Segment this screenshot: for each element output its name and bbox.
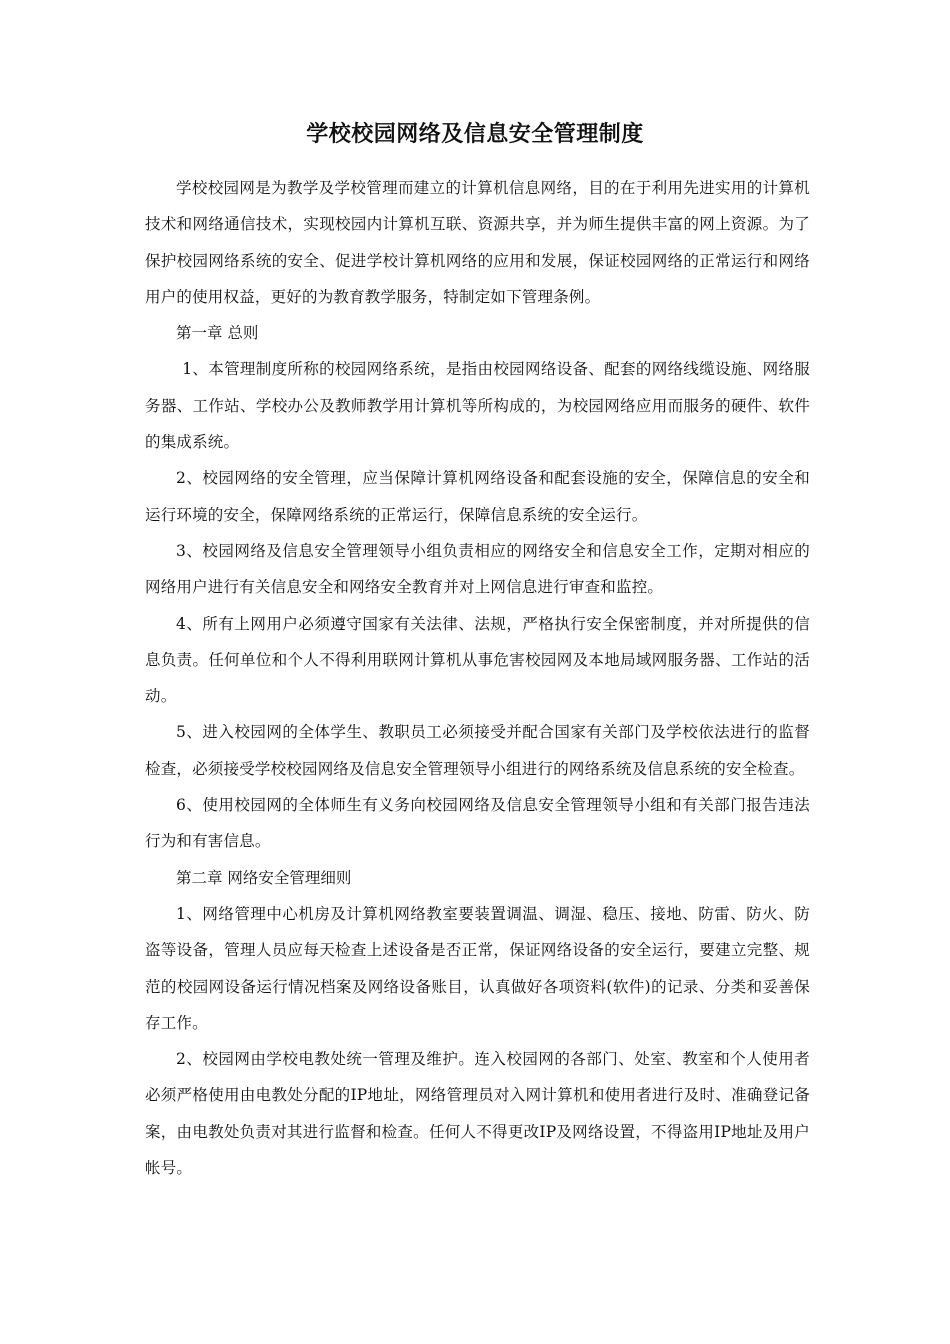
chapter-1-item-1: 1、本管理制度所称的校园网络系统，是指由校园网络设备、配套的网络线缆设施、网络服务器、工作站、学校办公及教师教学用计算机等所构成的，为校园网络应用而服务的硬件、软件的集成系统。 [145,360,810,452]
chapter-1-item-5: 5、进入校园网的全体学生、教职员工必须接受并配合国家有关部门及学校依法进行的监督检查，必须接受学校校园网络及信息安全管理领导小组进行的网络系统及信息系统的安全检查。 [145,723,810,778]
chapter-2-heading: 第二章 网络安全管理细则 [176,868,352,887]
chapter-1-item-4: 4、所有上网用户必须遵守国家有关法律、法规，严格执行安全保密制度，并对所提供的信息负责。任何单位和个人不得利用联网计算机从事危害校园网及本地局域网服务器、工作站的活动。 [145,614,810,706]
chapter-1-item-2: 2、校园网络的安全管理，应当保障计算机网络设备和配套设施的安全，保障信息的安全和运行环境的安全，保障网络系统的正常运行，保障信息系统的安全运行。 [145,469,810,524]
chapter-1-item-6: 6、使用校园网的全体师生有义务向校园网络及信息安全管理领导小组和有关部门报告违法行为和有害信息。 [145,796,810,851]
document-title: 学校校园网络及信息安全管理制度 [306,122,644,147]
chapter-1-item-3: 3、校园网络及信息安全管理领导小组负责相应的网络安全和信息安全工作，定期对相应的网络用户进行有关信息安全和网络安全教育并对上网信息进行审查和监控。 [145,541,810,597]
chapter-1-heading: 第一章 总则 [176,324,259,343]
document-body [145,170,810,1186]
intro-paragraph: 学校校园网是为教学及学校管理而建立的计算机信息网络，目的在于利用先进实用的计算机技术和网络通信技术，实现校园内计算机互联、资源共享，并为师生提供丰富的网上资源。为了保护校园网络系统的安全、促进学校计算机网络的应用和发展，保证校园网络的正常运行和网络用户的使用权益，更好的为教育教学服务，特制定如下管理条例。 [145,179,810,306]
chapter-2-item-2: 2、校园网由学校电教处统一管理及维护。连入校园网的各部门、处室、教室和个人使用者必须严格使用由电教处分配的IP地址，网络管理员对入网计算机和使用者进行及时、准确登记备案，由电教处负责对其进行监督和检查。任何人不得更改IP及网络设置，不得盗用IP地址及用户帐号。 [145,1050,810,1178]
chapter-2-item-1: 1、网络管理中心机房及计算机网络教室要装置调温、调湿、稳压、接地、防雷、防火、防盗等设备，管理人员应每天检查上述设备是否正常，保证网络设备的安全运行，要建立完整、规范的校园网设备运行情况档案及网络设备账目，认真做好各项资料(软件)的记录、分类和妥善保存工作。 [145,904,810,1032]
